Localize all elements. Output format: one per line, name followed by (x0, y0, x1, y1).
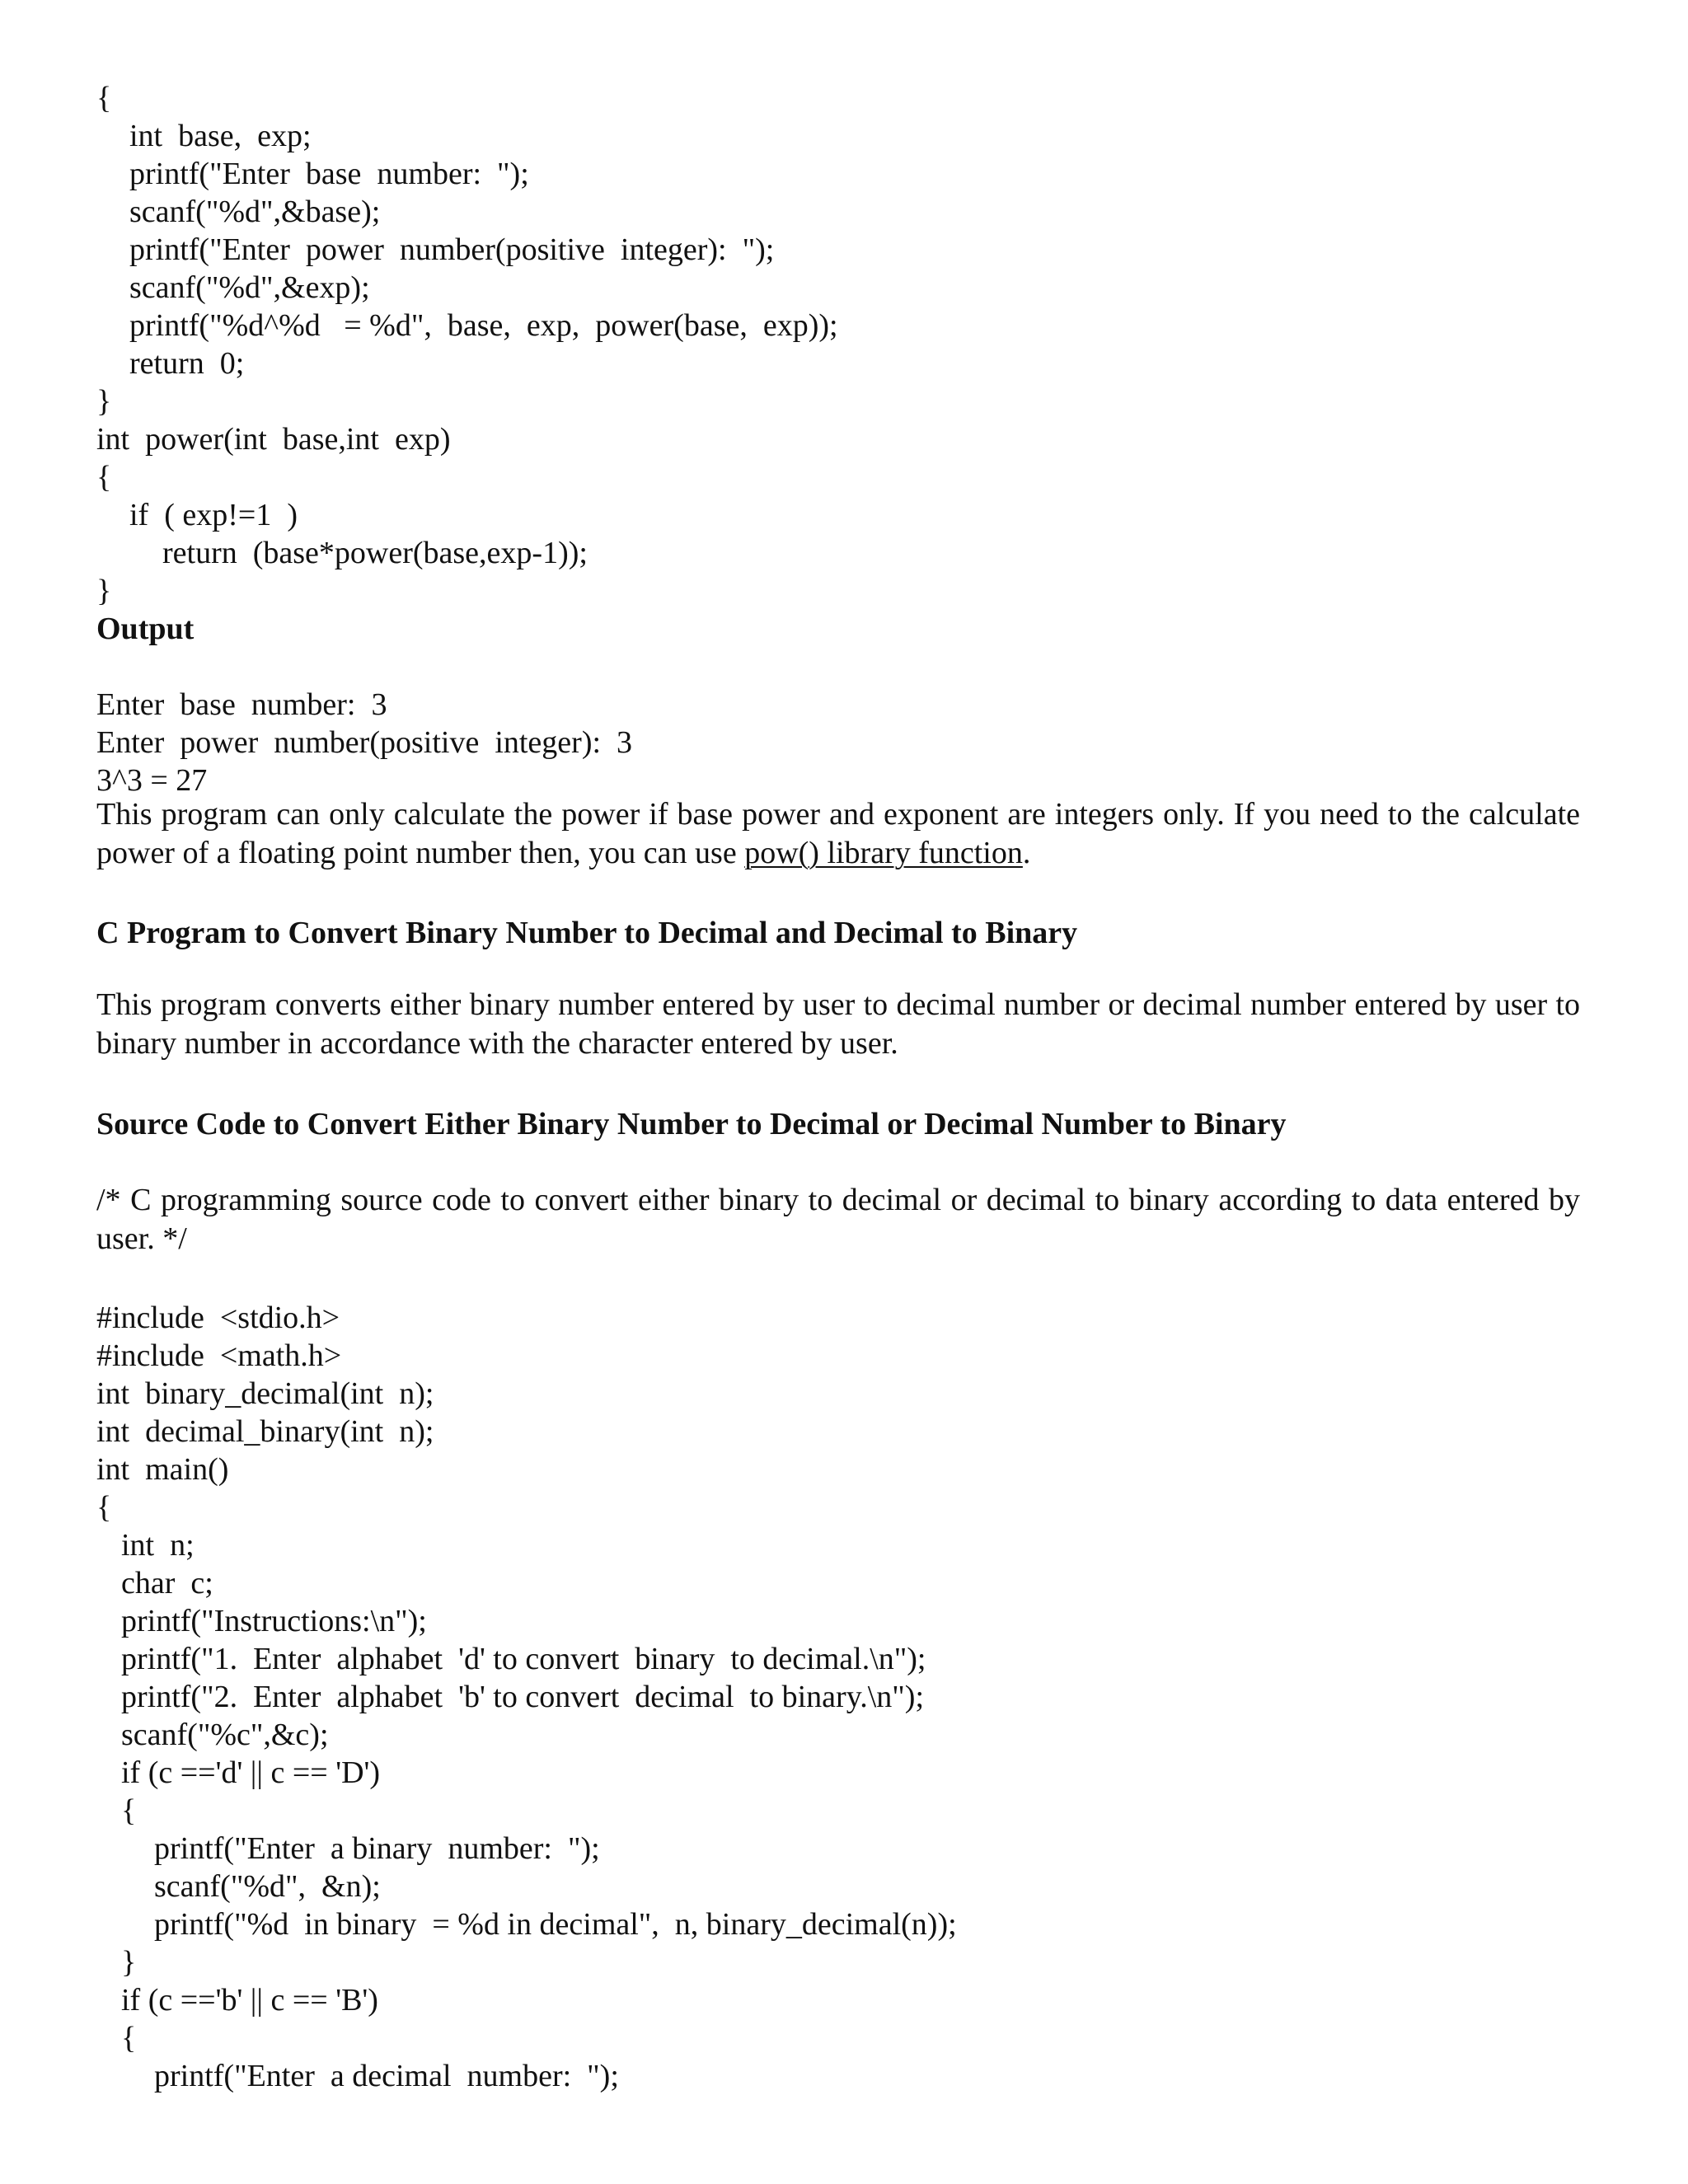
code-line: #include <math.h> (96, 1338, 342, 1373)
code-line: int main() (96, 1452, 229, 1487)
code-line: printf("Enter power number(positive integer): "); (129, 232, 775, 267)
code-line: printf("Enter base number: "); (129, 157, 529, 191)
code-line: } (96, 384, 112, 419)
code-line: int base, exp; (129, 119, 312, 153)
code-line: int decimal_binary(int n); (96, 1414, 434, 1449)
note-end: . (1022, 836, 1031, 870)
code-line: scanf("%d",&base); (129, 194, 381, 229)
code-line: if (c =='d' || c == 'D') (121, 1755, 381, 1790)
code-line: scanf("%d",&exp); (129, 270, 370, 305)
code-line: int power(int base,int exp) (96, 422, 451, 457)
code-line: printf("Enter a binary number: "); (154, 1831, 600, 1866)
note-paragraph (96, 795, 1580, 873)
code-line: int n; (121, 1528, 195, 1563)
code-line: return 0; (129, 346, 245, 381)
code-line: { (121, 1793, 137, 1828)
code-line: return (base*power(base,exp-1)); (162, 536, 588, 570)
pow-library-function-link[interactable]: pow() library function (744, 836, 1023, 870)
note-text: This program can only calculate the power if base power and exponent are integers only. If you need to the calculate power of a floating point number then, you can use (96, 797, 1580, 870)
source-code-heading: Source Code to Convert Either Binary Number to Decimal or Decimal Number to Binary (96, 1107, 1287, 1141)
code-line: printf("2. Enter alphabet 'b' to convert decimal to binary.\n"); (121, 1680, 925, 1714)
code-line: scanf("%d", &n); (154, 1869, 381, 1904)
section-intro: This program converts either binary number entered by user to decimal number or decimal number entered by user to binary number in accordance with the character entered by user. (96, 987, 1580, 1061)
code-line: if (c =='b' || c == 'B') (121, 1983, 378, 2018)
output-line: Enter power number(positive integer): 3 (96, 725, 633, 760)
output-line: 3^3 = 27 (96, 763, 208, 798)
code-line: printf("Instructions:\n"); (121, 1604, 427, 1638)
output-heading: Output (96, 612, 195, 646)
code-line: { (96, 460, 112, 494)
code-line: if ( exp!=1 ) (129, 498, 298, 532)
code-line: char c; (121, 1566, 213, 1601)
code-line: printf("%d in binary = %d in decimal", n, binary_decimal(n)); (154, 1907, 957, 1942)
code-line: printf("%d^%d = %d", base, exp, power(base, exp)); (129, 308, 838, 343)
output-line: Enter base number: 3 (96, 687, 387, 722)
code-line: #include <stdio.h> (96, 1301, 340, 1335)
section-title: C Program to Convert Binary Number to Decimal and Decimal to Binary (96, 916, 1078, 950)
code-line: } (96, 574, 112, 608)
code-line: printf("Enter a decimal number: "); (154, 2059, 619, 2093)
code-line: scanf("%c",&c); (121, 1718, 329, 1752)
code-line: { (121, 2021, 137, 2055)
code-comment: /* C programming source code to convert either binary to decimal or decimal to binary according to data entered by user. */ (96, 1183, 1580, 1256)
code-line: int binary_decimal(int n); (96, 1376, 434, 1411)
code-line: { (96, 1490, 112, 1525)
code-line: { (96, 81, 112, 115)
code-line: } (121, 1945, 137, 1980)
code-line: printf("1. Enter alphabet 'd' to convert binary to decimal.\n"); (121, 1642, 926, 1676)
